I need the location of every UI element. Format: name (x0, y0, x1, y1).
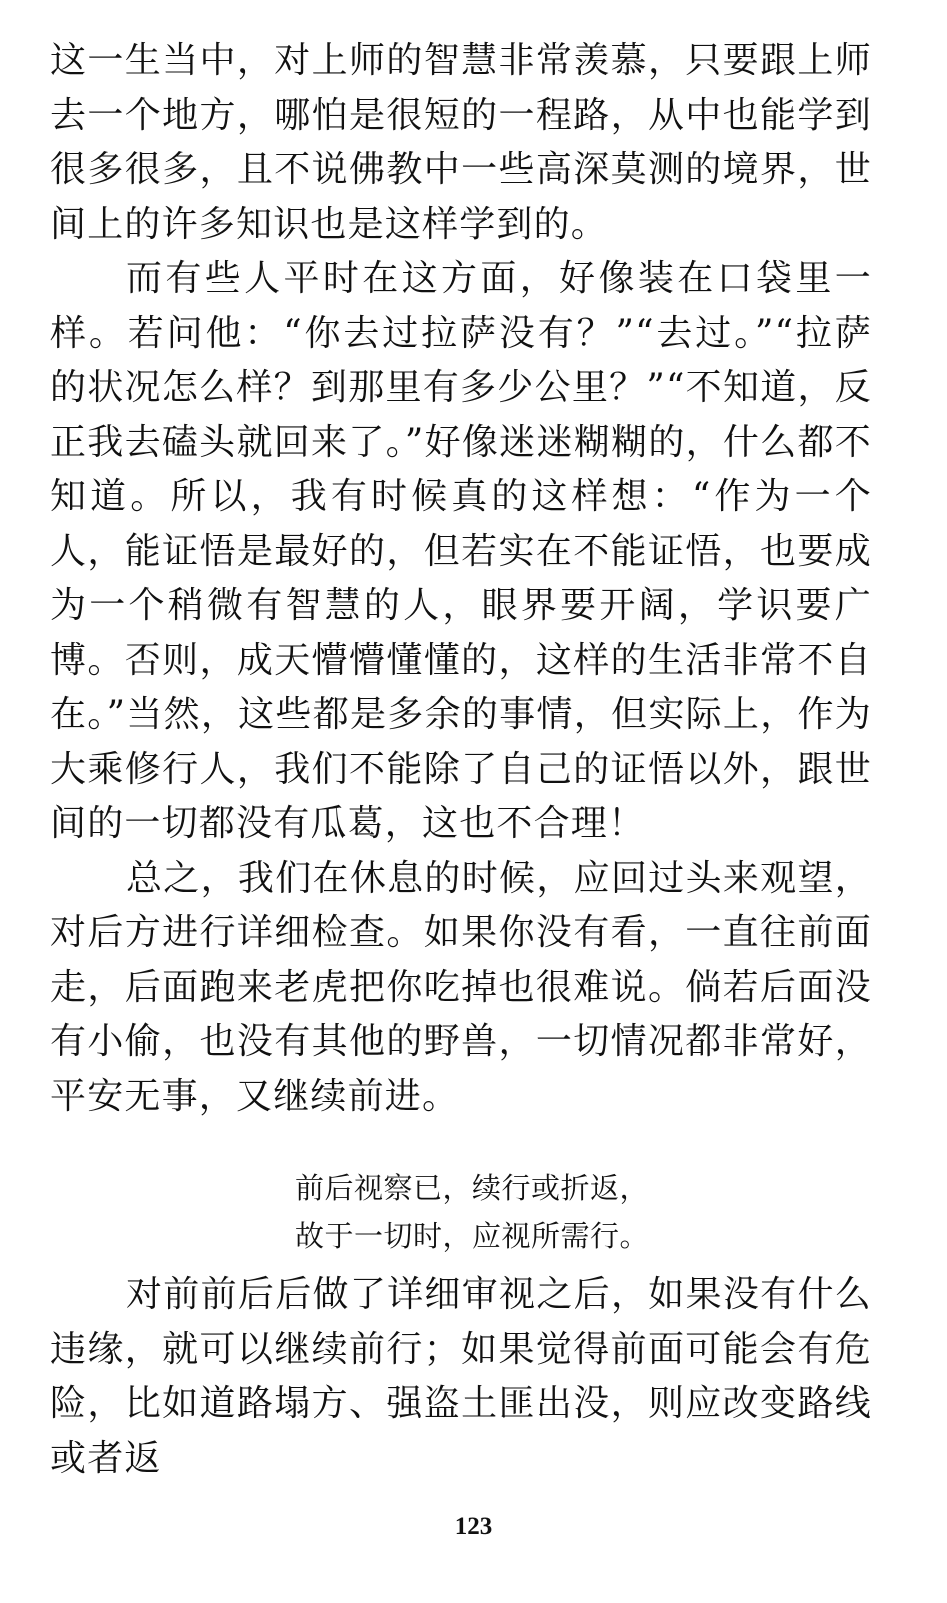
paragraph-1: 这一生当中，对上师的智慧非常羡慕，只要跟上师去一个地方，哪怕是很短的一程路，从中也能学到很多很多，且不说佛教中一些高深莫测的境界，世间上的许多知识也是这样学到的。 (50, 40, 872, 245)
paragraph-4: 对前前后后做了详细审视之后，如果没有什么违缘，就可以继续前行；如果觉得前面可能会有危险，比如道路塌方、强盗土匪出没，则应改变路线或者返 (50, 1274, 872, 1479)
paragraph-2: 而有些人平时在这方面，好像装在口袋里一样。若问他：“你去过拉萨没有？”“去过。”“拉萨的状况怎么样？到那里有多少公里？”“不知道，反正我去磕头就回来了。”好像迷迷糊糊的，什么都不知道。所以，我有时候真的这样想：“作为一个人，能证悟是最好的，但若实在不能证悟，也要成为一个稍微有智慧的人，眼界要开阔，学识要广博。否则，成天懵懵懂懂的，这样的生活非常不自在。”当然，这些都是多余的事情，但实际上，作为大乘修行人，我们不能除了自己的证悟以外，跟世间的一切都没有瓜葛，这也不合理！ (50, 258, 872, 844)
verse-block (50, 1164, 872, 1260)
page-number: 123 (454, 1513, 493, 1540)
verse-line-2: 故于一切时，应视所需行。 (294, 1219, 649, 1253)
page-body (50, 34, 872, 1486)
verse-line-1: 前后视察已，续行或折返， (294, 1171, 649, 1205)
paragraph-3: 总之，我们在休息的时候，应回过头来观望，对后方进行详细检查。如果你没有看，一直往前面走，后面跑来老虎把你吃掉也很难说。倘若后面没有小偷，也没有其他的野兽，一切情况都非常好，平安无事，又继续前进。 (50, 857, 872, 1117)
